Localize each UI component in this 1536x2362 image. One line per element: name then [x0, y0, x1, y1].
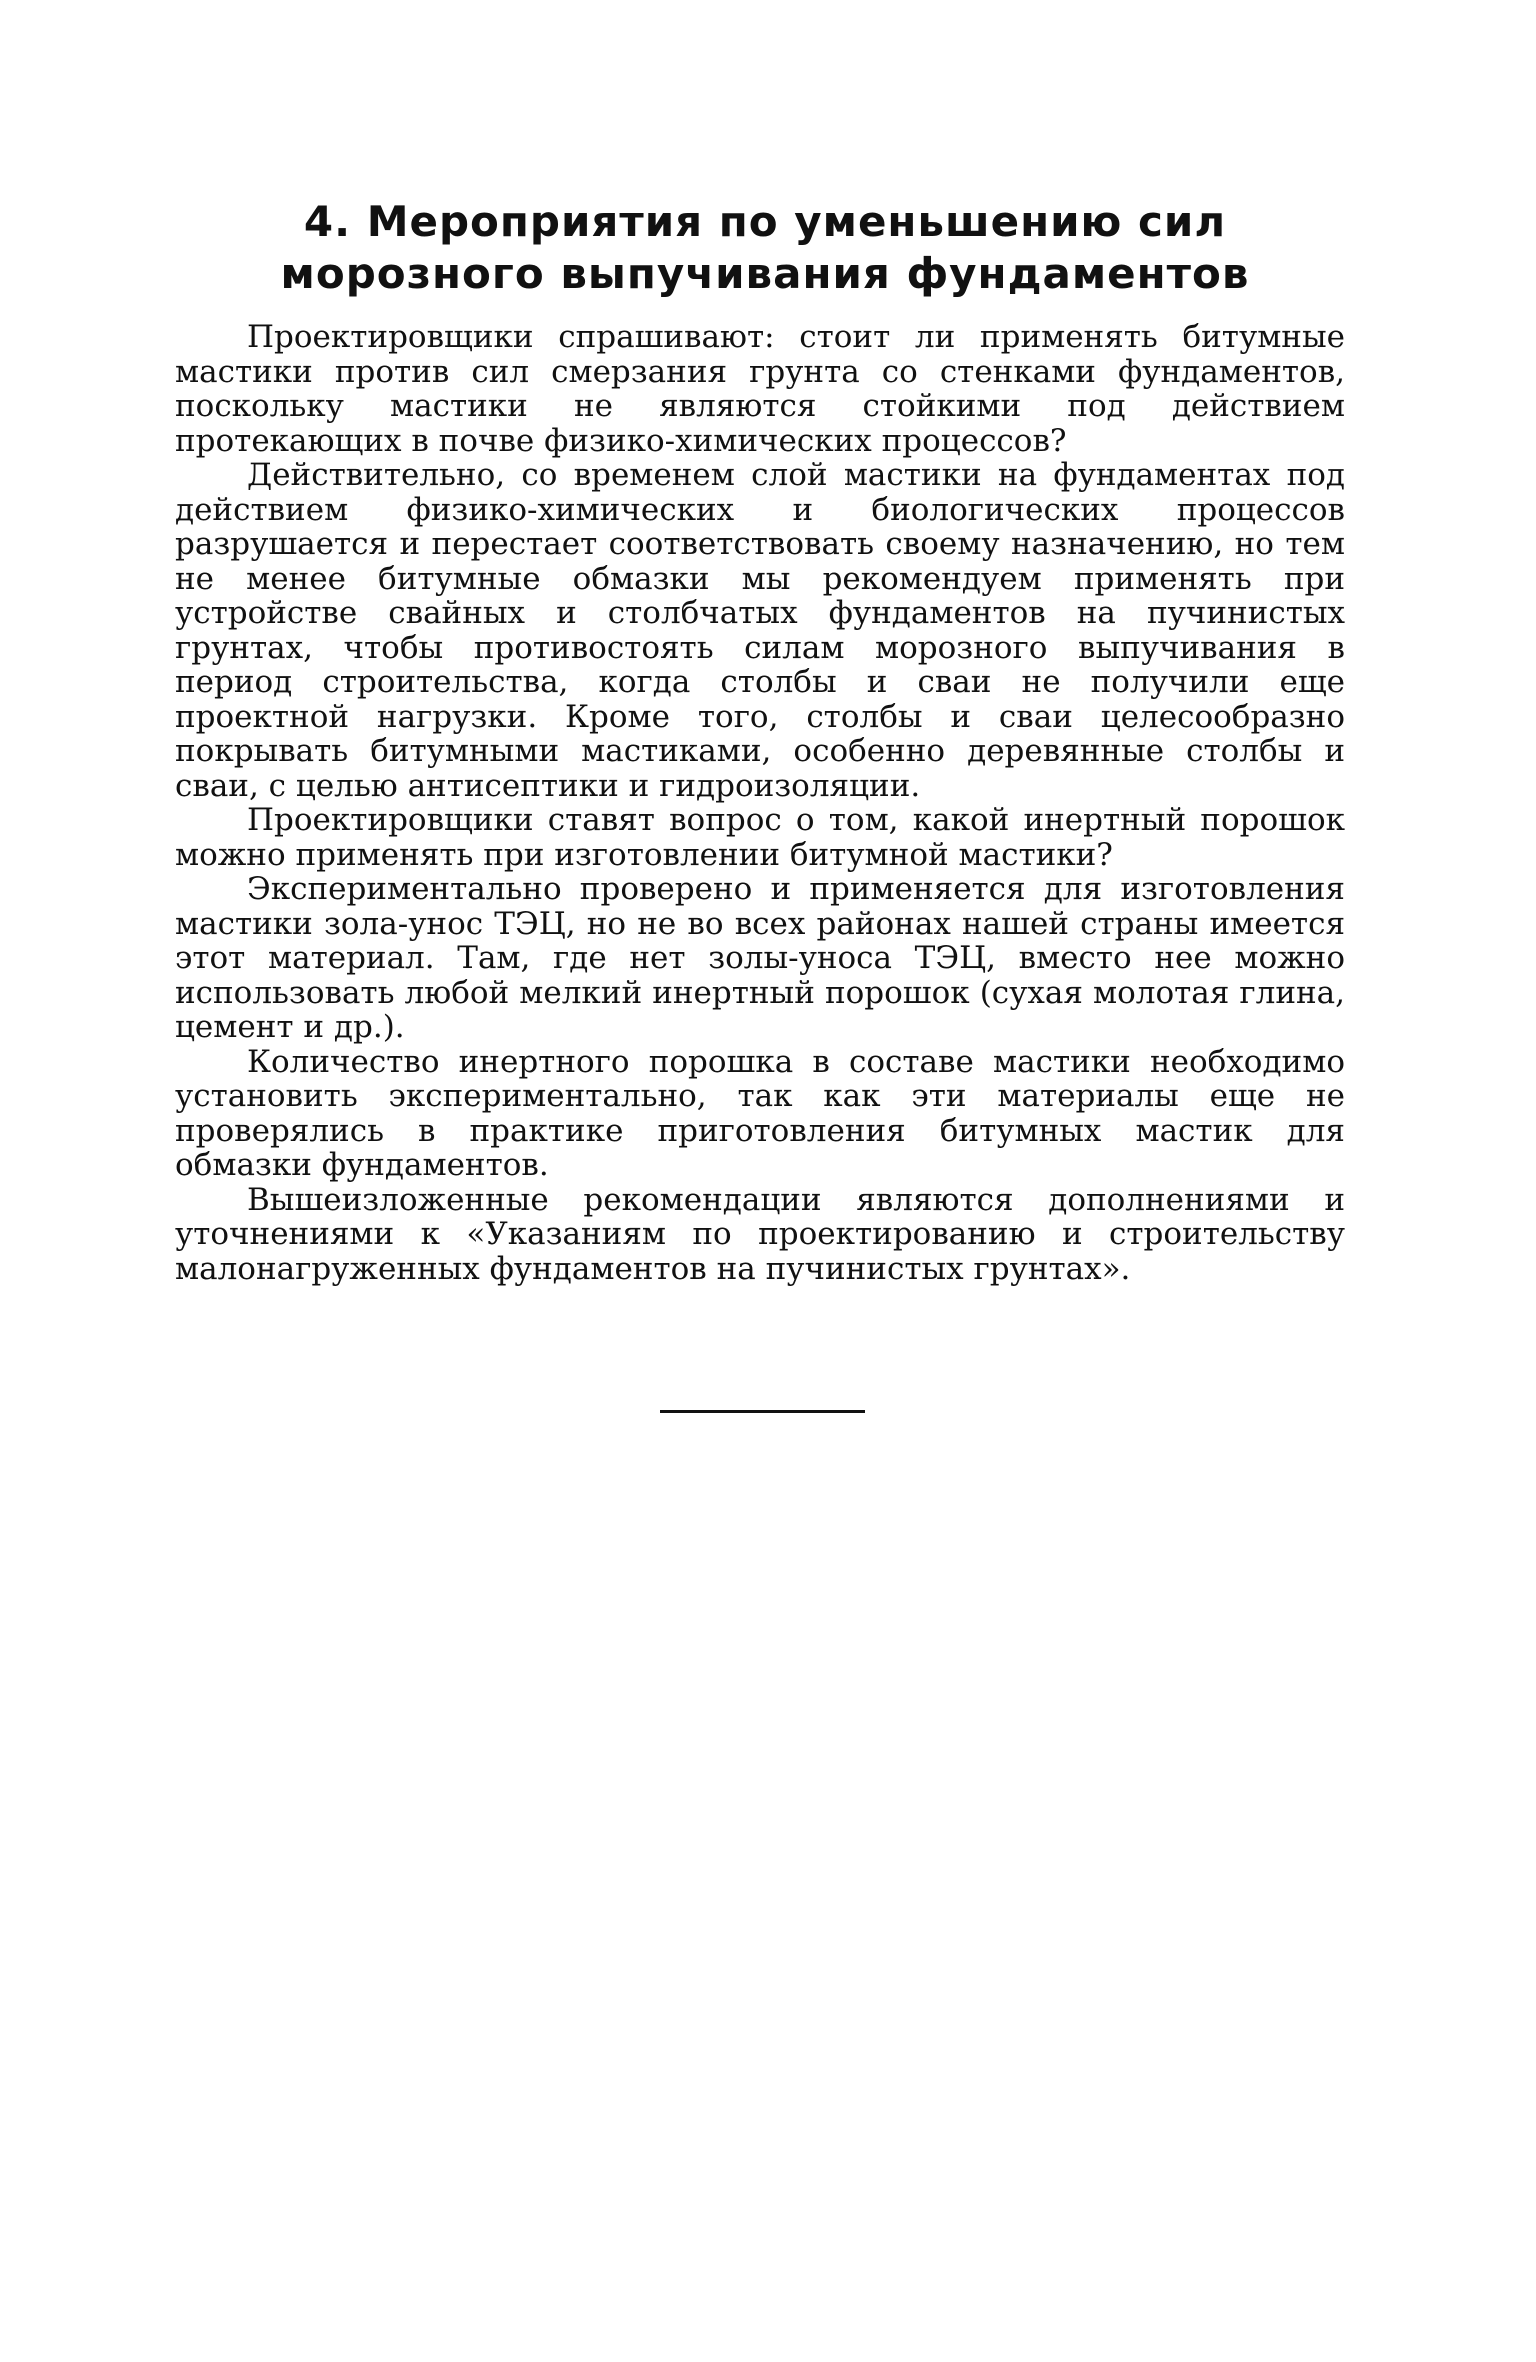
paragraph-2: Действительно, со временем слой мастики на фундаментах под действием физико-химических и биологических процессов разрушается и перестает соответствовать своему назначению, но тем не менее битумные обмазки мы рекомендуем применять при устройстве свайных и столбчатых фундаментов на пучинистых грунтах, чтобы противостоять силам морозного выпучивания в период строительства, когда столбы и сваи не получили еще проектной нагрузки. Кроме того, столбы и сваи целесообразно покрывать битумными мастиками, особенно деревянные столбы и сваи, с целью антисептики и гидроизоляции.: [175, 457, 1345, 804]
paragraph-1: Проектировщики спрашивают: стоит ли применять битумные мастики против сил смерзания грунта со стенками фундаментов, поскольку мастики не являются стойкими под действием протекающих в почве физико-химических процессов?: [175, 319, 1345, 459]
section-heading-line-2: морозного выпучивания фундаментов: [280, 249, 1250, 298]
paragraph-3: Проектировщики ставят вопрос о том, какой инертный порошок можно применять при изготовлении битумной мастики?: [175, 802, 1345, 873]
section-heading-line-1: 4. Мероприятия по уменьшению сил: [303, 197, 1227, 246]
paragraph-6: Вышеизложенные рекомендации являются дополнениями и уточнениями к «Указаниям по проектированию и строительству малонагруженных фундаментов на пучинистых грунтах».: [175, 1181, 1345, 1287]
paragraph-4: Экспериментально проверено и применяется для изготовления мастики зола-унос ТЭЦ, но не во всех районах нашей страны имеется этот материал. Там, где нет золы-уноса ТЭЦ, вместо нее можно использовать любой мелкий инертный порошок (сухая молотая глина, цемент и др.).: [175, 871, 1345, 1045]
section-heading: [170, 196, 1360, 300]
end-rule-divider: [660, 1410, 865, 1413]
body-text: [175, 320, 1345, 1286]
paragraph-5: Количество инертного порошка в составе мастики необходимо установить экспериментально, так как эти материалы еще не проверялись в практике приготовления битумных мастик для обмазки фундаментов.: [175, 1043, 1345, 1183]
